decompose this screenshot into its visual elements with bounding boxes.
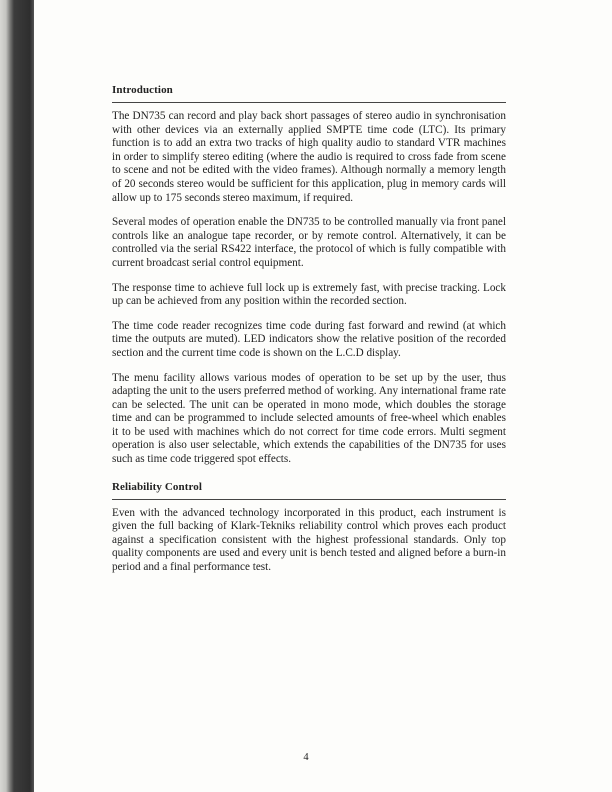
page-number: 4 (303, 752, 309, 763)
paragraph: The response time to achieve full lock up is extremely fast, with precise tracking. Lock up can be achieved from any position within the recorded section. (112, 281, 506, 308)
section-heading: Reliability Control (112, 480, 203, 493)
section-rule (112, 499, 506, 500)
section-reliability-control (112, 481, 506, 575)
paragraph: The menu facility allows various modes of operation to be set up by the user, thus adapting the unit to the users preferred method of working. Any international frame rate can be selected. The unit can be operated in mono mode, which doubles the storage time and can be programmed to include selected amounts of free-wheel which enables it to be used with machines which do not correct for time code errors. Multi segment operation is also user selectable, which extends the capabilities of the DN735 for uses such as time code triggered spot effects. (112, 371, 506, 466)
paragraph: Several modes of operation enable the DN735 to be controlled manually via front panel controls like an analogue tape recorder, or by remote control. Alternatively, it can be controlled via the serial RS422 interface, the protocol of which is fully compatible with current broadcast serial control equipment. (112, 216, 506, 269)
paragraph: Even with the advanced technology incorporated in this product, each instrument is given the full backing of Klark-Tekniks reliability control which proves each product against a specification consistent with the highest professional standards. Only top quality components are used and every unit is bench tested and aligned before a burn-in period and a final performance test. (112, 506, 506, 574)
binding-edge (0, 0, 34, 792)
section-introduction (112, 84, 506, 467)
paragraph: The time code reader recognizes time code during fast forward and rewind (at which time the outputs are muted). LED indicators show the relative position of the recorded section and the current time code is shown on the L.C.D display. (112, 319, 506, 359)
paragraph: The DN735 can record and play back short passages of stereo audio in synchronisation with other devices via an externally applied SMPTE time code (LTC). Its primary function is to add an extra two tracks of high quality audio to standard VTR machines in order to simplify stereo editing (where the audio is required to cross fade from scene to scene and not be edited with the video frames). Although normally a memory length of 20 seconds stereo would be sufficient for this application, plug in memory cards will allow up to 175 seconds stereo maximum, if required. (112, 110, 506, 204)
document-page (112, 84, 506, 586)
section-heading: Introduction (112, 84, 173, 96)
section-rule (112, 102, 506, 103)
